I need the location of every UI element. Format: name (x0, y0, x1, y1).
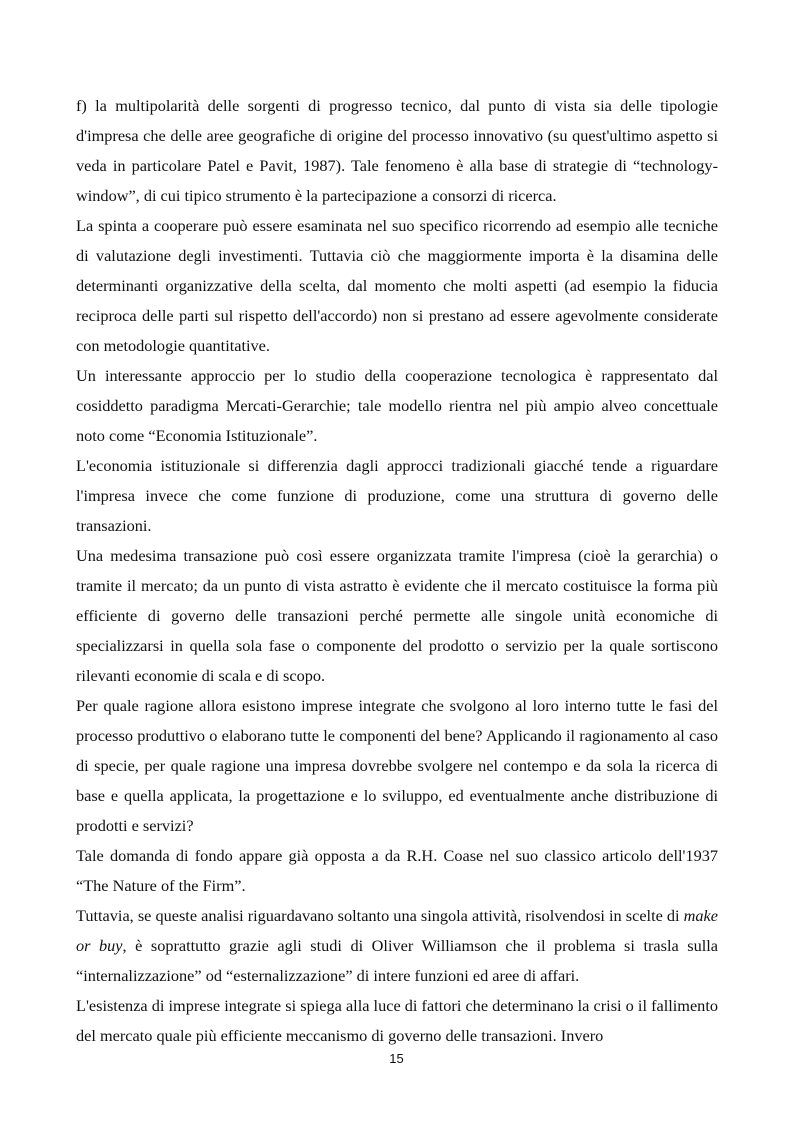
paragraph-williamson (76, 901, 718, 991)
document-body (76, 91, 718, 1051)
paragraph-transaction-organization: Una medesima transazione può così essere organizzata tramite l'impresa (cioè la gerarchia) o tramite il mercato; da un punto di vista astratto è evidente che il mercato costituisce la forma più efficiente di governo delle transazioni perché permette alle singole unità economiche di specializzarsi in quella sola fase o componente del prodotto o servizio per la quale sortiscono rilevanti economie di scala e di scopo. (76, 546, 718, 685)
paragraph-integrated-firms-question: Per quale ragione allora esistono imprese integrate che svolgono al loro interno tutte le fasi del processo produttivo o elaborano tutte le componenti del bene? Applicando il ragionamento al caso di specie, per quale ragione una impresa dovrebbe svolgere nel contempo e da sola la ricerca di base e quella applicata, la progettazione e lo sviluppo, ed eventualmente anche distribuzione di prodotti e servizi? (76, 696, 718, 835)
paragraph-institutional-economics: L'economia istituzionale si differenzia dagli approcci tradizionali giacché tende a riguardare l'impresa invece che come funzione di produzione, come una struttura di governo delle transazioni. (76, 456, 718, 535)
williamson-text-after: , è soprattutto grazie agli studi di Oliver Williamson che il problema si trasla sulla “internalizzazione” od “esternalizzazione” di intere funzioni ed aree di affari. (76, 936, 718, 985)
paragraph-market-failure: L'esistenza di imprese integrate si spiega alla luce di fattori che determinano la crisi o il fallimento del mercato quale più efficiente meccanismo di governo delle transazioni. Invero (76, 996, 718, 1045)
paragraph-markets-hierarchies: Un interessante approccio per lo studio della cooperazione tecnologica è rappresentato dal cosiddetto paradigma Mercati-Gerarchie; tale modello rientra nel più ampio alveo concettuale noto come “Economia Istituzionale”. (76, 366, 718, 445)
paragraph-cooperation-drive: La spinta a cooperare può essere esaminata nel suo specifico ricorrendo ad esempio alle tecniche di valutazione degli investimenti. Tuttavia ciò che maggiormente importa è la disamina delle determinanti organizzative della scelta, dal momento che molti aspetti (ad esempio la fiducia reciproca delle parti sul rispetto dell'accordo) non si prestano ad essere agevolmente considerate con metodologie quantitative. (76, 216, 718, 355)
williamson-text-before: Tuttavia, se queste analisi riguardavano soltanto una singola attività, risolvendosi in scelte di (76, 906, 684, 925)
page-number: 15 (389, 1051, 404, 1066)
make-or-buy-term: make or buy (76, 906, 718, 955)
paragraph-coase: Tale domanda di fondo appare già opposta a da R.H. Coase nel suo classico articolo dell'1937 “The Nature of the Firm”. (76, 846, 718, 895)
paragraph-multipolarity: f) la multipolarità delle sorgenti di progresso tecnico, dal punto di vista sia delle tipologie d'impresa che delle aree geografiche di origine del processo innovativo (su quest'ultimo aspetto si veda in particolare Patel e Pavit, 1987). Tale fenomeno è alla base di strategie di “technology-window”, di cui tipico strumento è la partecipazione a consorzi di ricerca. (76, 96, 718, 205)
